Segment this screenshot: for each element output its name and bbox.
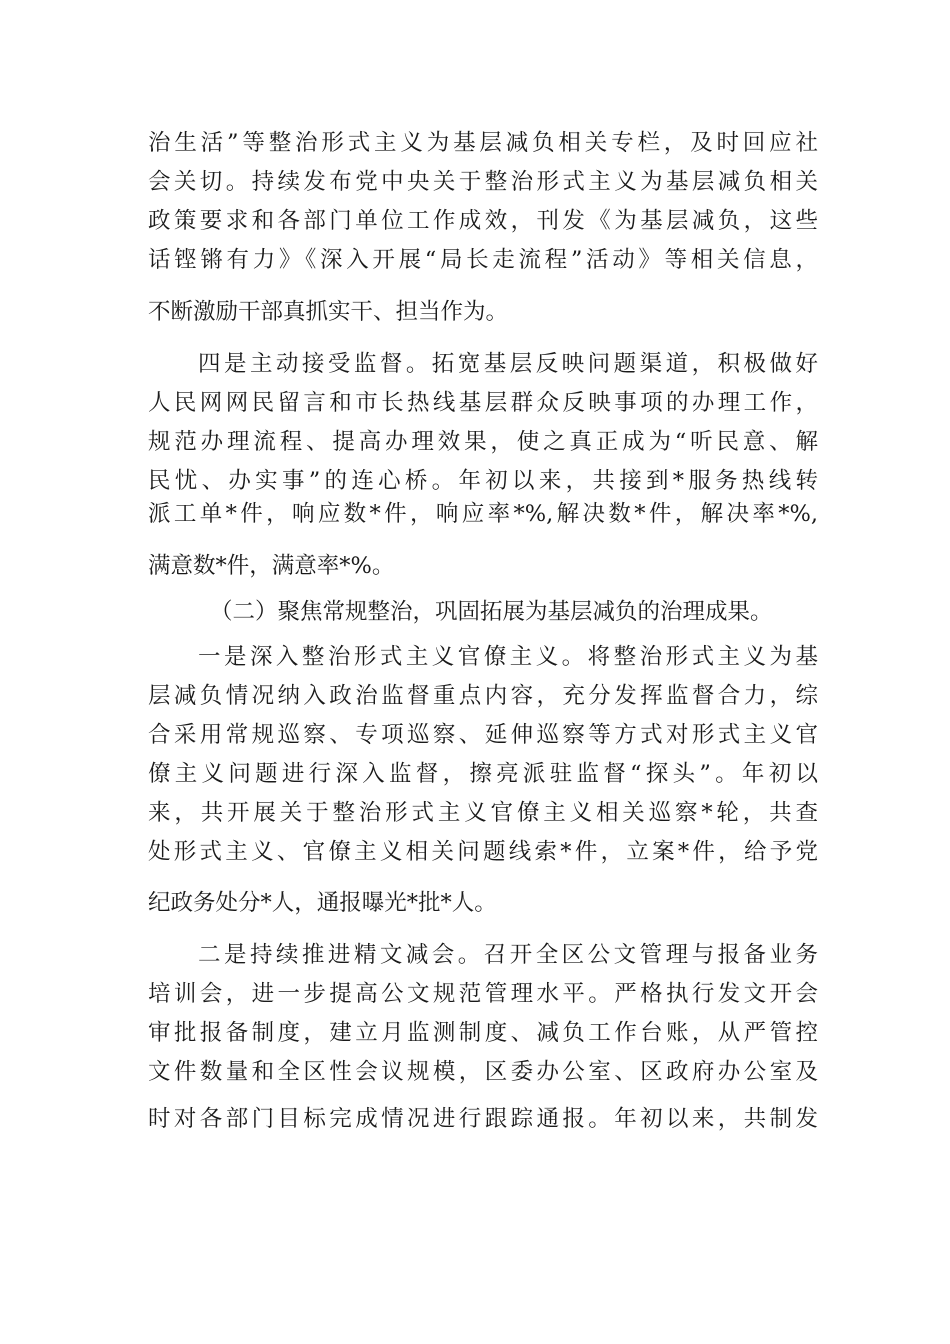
text-line: 文件数量和全区性会议规模，区委办公室、区政府办公室及	[148, 1059, 818, 1085]
text-line: 会关切。持续发布党中央关于整治形式主义为基层减负相关	[148, 169, 818, 195]
text-line: 培训会，进一步提高公文规范管理水平。严格执行发文开会	[148, 981, 818, 1007]
paragraph-heading-line: 四是主动接受监督。拓宽基层反映问题渠道，积极做好	[198, 351, 818, 377]
paragraph-heading-line: 二是持续推进精文减会。召开全区公文管理与报备业务	[198, 942, 818, 968]
text-line: 时对各部门目标完成情况进行跟踪通报。年初以来，共制发	[148, 1106, 818, 1132]
text-line: 纪政务处分*人，通报曝光*批*人。	[148, 890, 497, 916]
text-line: 来，共开展关于整治形式主义官僚主义相关巡察*轮，共查	[148, 800, 818, 826]
text-line: 政策要求和各部门单位工作成效，刊发《为基层减负，这些	[148, 208, 818, 234]
paragraph-heading-line: 一是深入整治形式主义官僚主义。将整治形式主义为基	[198, 644, 818, 670]
text-line: 治生活”等整治形式主义为基层减负相关专栏，及时回应社	[148, 130, 818, 156]
section-heading: （二）聚焦常规整治，巩固拓展为基层减负的治理成果。	[210, 599, 773, 625]
text-line: 层减负情况纳入政治监督重点内容，充分发挥监督合力，综	[148, 683, 818, 709]
text-line: 处形式主义、官僚主义相关问题线索*件，立案*件，给予党	[148, 839, 818, 865]
text-line: 不断激励干部真抓实干、担当作为。	[148, 299, 509, 325]
text-line: 僚主义问题进行深入监督，擦亮派驻监督“探头”。年初以	[148, 761, 818, 787]
text-line: 话铿锵有力》《深入开展“局长走流程”活动》等相关信息，	[148, 247, 818, 273]
text-line: 合采用常规巡察、专项巡察、延伸巡察等方式对形式主义官	[148, 722, 818, 748]
text-line: 审批报备制度，建立月监测制度、减负工作台账，从严管控	[148, 1020, 818, 1046]
text-line: 派工单*件，响应数*件，响应率*%,解决数*件，解决率*%,	[148, 501, 818, 527]
text-line: 满意数*件，满意率*%。	[148, 553, 395, 579]
text-line: 民忧、办实事”的连心桥。年初以来，共接到*服务热线转	[148, 468, 818, 494]
text-line: 规范办理流程、提高办理效果，使之真正成为“听民意、解	[148, 429, 818, 455]
text-line: 人民网网民留言和市长热线基层群众反映事项的办理工作，	[148, 390, 818, 416]
